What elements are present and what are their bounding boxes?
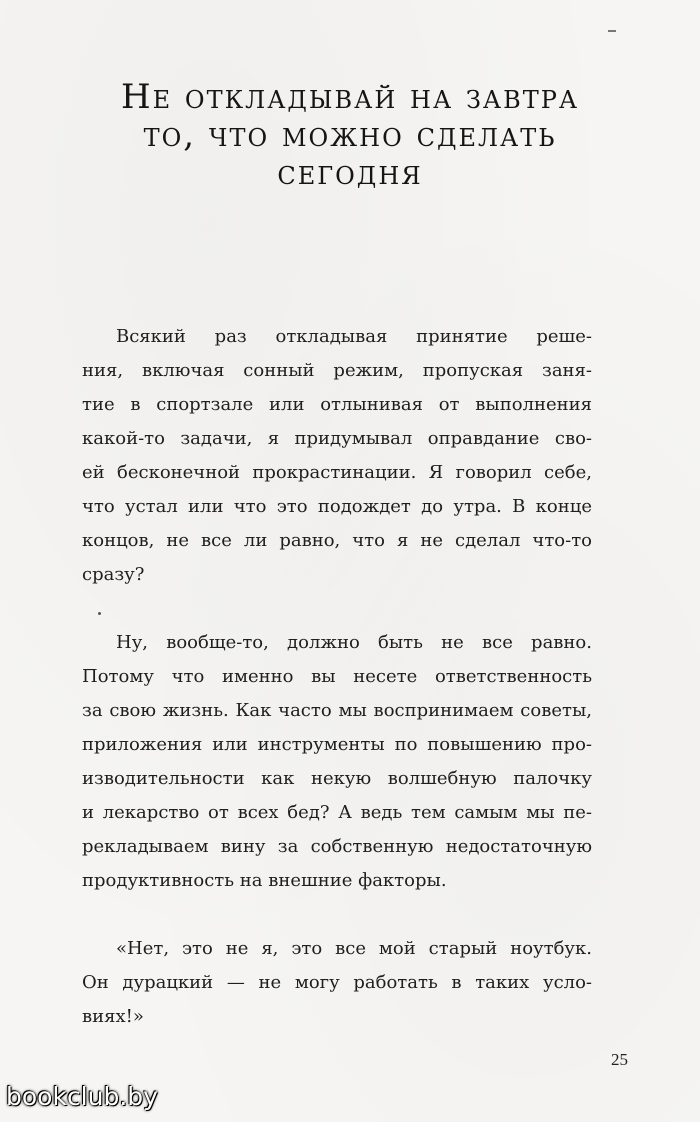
text-line: тие в спортзале или отлынивая от выполнения bbox=[82, 394, 592, 415]
paragraph-2 bbox=[82, 626, 592, 898]
text-line: ния, включая сонный режим, пропуская заня- bbox=[82, 360, 592, 381]
text-line: виях!» bbox=[82, 1006, 144, 1027]
body-text bbox=[82, 320, 592, 1034]
text-line: сразу? bbox=[82, 564, 145, 585]
page-number: 25 bbox=[611, 1050, 628, 1069]
paragraph-1 bbox=[82, 320, 592, 592]
text-line: ей бесконечной прокрастинации. Я говорил себе, bbox=[82, 462, 592, 483]
text-line: Всякий раз откладывая принятие реше- bbox=[116, 326, 592, 347]
title-line: Не откладывай на завтра bbox=[120, 77, 580, 117]
title-line: сегодня bbox=[277, 153, 423, 193]
text-line: за свою жизнь. Как часто мы воспринимаем советы, bbox=[82, 700, 592, 721]
text-line: какой-то задачи, я придумывал оправдание сво- bbox=[82, 428, 592, 449]
text-line: что устал или что это подождет до утра. В конце bbox=[82, 496, 592, 517]
paragraph-gap bbox=[82, 898, 592, 932]
text-line: Потому что именно вы несете ответственность bbox=[82, 666, 592, 687]
paragraph-gap bbox=[82, 592, 592, 626]
scan-speck bbox=[98, 612, 101, 615]
text-line: «Нет, это не я, это все мой старый ноутбук. bbox=[116, 938, 592, 959]
text-line: и лекарство от всех бед? А ведь тем самым мы пе- bbox=[82, 802, 592, 823]
text-line: концов, не все ли равно, что я не сделал что-то bbox=[82, 530, 592, 551]
scan-mark bbox=[608, 30, 616, 32]
paragraph-3 bbox=[82, 932, 592, 1034]
text-line: Ну, вообще-то, должно быть не все равно. bbox=[116, 632, 592, 653]
text-line: приложения или инструменты по повышению про- bbox=[82, 734, 592, 755]
text-line: продуктивность на внешние факторы. bbox=[82, 870, 447, 891]
text-line: Он дурацкий — не могу работать в таких усло- bbox=[82, 972, 592, 993]
title-line: то, что можно сделать bbox=[143, 115, 557, 155]
text-line: рекладываем вину за собственную недостаточную bbox=[82, 836, 592, 857]
watermark-logo: bookclub.by bbox=[6, 1082, 158, 1111]
chapter-title bbox=[0, 78, 700, 192]
text-line: изводительности как некую волшебную палочку bbox=[82, 768, 592, 789]
